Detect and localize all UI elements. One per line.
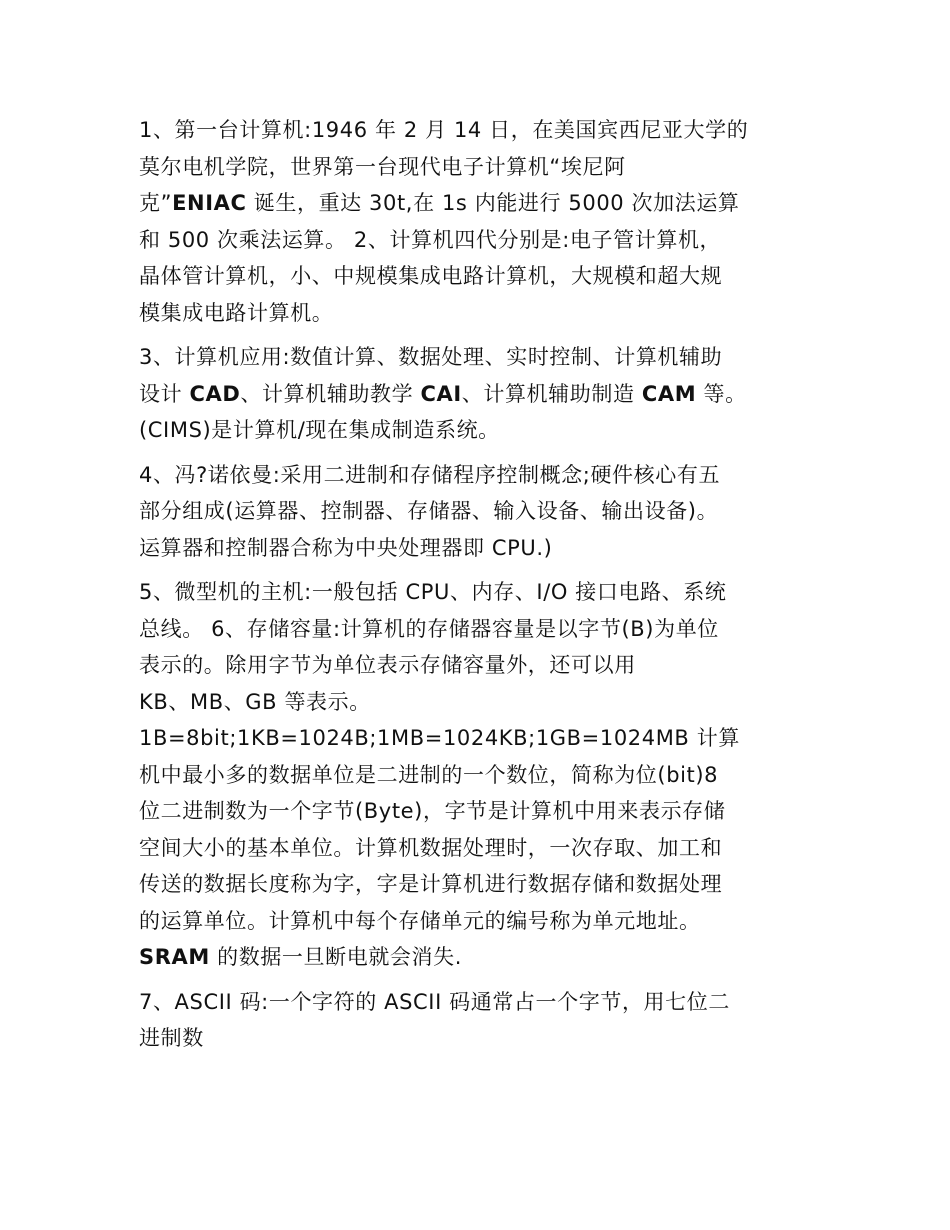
text-segment: 进制数	[139, 1026, 204, 1050]
text-segment: KB、MB、GB 等表示。	[139, 689, 371, 714]
text-segment: 和 500 次乘法运算。 2、计算机四代分别是:电子管计算机，	[139, 227, 722, 252]
bold-term: CAD	[189, 381, 241, 406]
text-line	[139, 457, 819, 494]
paragraph	[139, 984, 819, 1057]
text-segment: 3、计算机应用:数值计算、数据处理、实时控制、计算机辅助	[139, 345, 723, 369]
text-line	[139, 984, 819, 1021]
text-line	[139, 903, 819, 940]
text-segment: 莫尔电机学院，世界第一台现代电子计算机“埃尼阿	[139, 154, 626, 179]
text-line	[139, 1020, 819, 1057]
text-line	[139, 793, 819, 830]
paragraph	[139, 112, 819, 331]
text-line	[139, 866, 819, 903]
text-segment: 5、微型机的主机:一般包括 CPU、内存、I/O 接口电路、系统	[139, 580, 727, 604]
text-line	[139, 830, 819, 867]
text-line	[139, 222, 819, 259]
text-segment: 位二进制数为一个字节(Byte)，字节是计算机中用来表示存储	[139, 799, 726, 823]
text-segment: 的数据一旦断电就会消失.	[209, 945, 463, 969]
text-segment: 、计算机辅助教学	[240, 381, 421, 406]
text-line	[139, 647, 819, 684]
text-line	[139, 574, 819, 611]
text-segment: 运算器和控制器合称为中央处理器即 CPU.)	[139, 535, 553, 560]
text-line	[139, 720, 819, 757]
text-segment: 总线。 6、存储容量:计算机的存储器容量是以字节(B)为单位	[139, 616, 719, 641]
text-segment: 表示的。除用字节为单位表示存储容量外，还可以用	[139, 653, 636, 677]
text-segment: 等。	[696, 381, 747, 406]
text-line	[139, 412, 819, 449]
text-segment: 、计算机辅助制造	[461, 381, 642, 406]
text-segment: 设计	[139, 381, 190, 406]
text-line	[139, 757, 819, 794]
text-line	[139, 493, 819, 530]
text-line	[139, 376, 819, 413]
text-segment: 诞生，重达 30t,在 1s 内能进行 5000 次加法运算	[246, 191, 740, 215]
text-line	[139, 611, 819, 648]
text-line	[139, 112, 819, 149]
text-segment: (CIMS)是计算机/现在集成制造系统。	[139, 418, 500, 442]
text-segment: 空间大小的基本单位。计算机数据处理时，一次存取、加工和	[139, 835, 723, 860]
text-line	[139, 530, 819, 567]
text-segment: 7、ASCII 码:一个字符的 ASCII 码通常占一个字节，用七位二	[139, 989, 730, 1014]
text-line	[139, 258, 819, 295]
paragraph	[139, 339, 819, 449]
text-segment: 1、第一台计算机:1946 年 2 月 14 日，在美国宾西尼亚大学的	[139, 118, 749, 142]
paragraph	[139, 574, 819, 976]
text-line	[139, 185, 819, 222]
text-line	[139, 295, 819, 332]
text-segment: 部分组成(运算器、控制器、存储器、输入设备、输出设备)。	[139, 499, 719, 523]
bold-term: CAI	[420, 381, 462, 406]
bold-term: SRAM	[139, 945, 210, 969]
text-segment: 4、冯?诺依曼:采用二进制和存储程序控制概念;硬件核心有五	[139, 462, 721, 487]
bold-term: CAM	[641, 381, 697, 406]
text-line	[139, 339, 819, 376]
bold-term: ENIAC	[172, 191, 247, 215]
text-segment: 1B=8bit;1KB=1024B;1MB=1024KB;1GB=1024MB 计算	[139, 726, 740, 750]
document-body	[139, 112, 819, 1065]
text-segment: 机中最小多的数据单位是二进制的一个数位，简称为位(bit)8	[139, 762, 719, 787]
text-segment: 模集成电路计算机。	[139, 300, 334, 325]
text-segment: 克”	[139, 191, 173, 215]
text-segment: 传送的数据长度称为字，字是计算机进行数据存储和数据处理	[139, 872, 723, 896]
text-segment: 晶体管计算机，小、中规模集成电路计算机，大规模和超大规	[139, 264, 723, 288]
paragraph	[139, 457, 819, 567]
text-line	[139, 149, 819, 186]
text-segment: 的运算单位。计算机中每个存储单元的编号称为单元地址。	[139, 908, 701, 933]
text-line	[139, 939, 819, 976]
text-line	[139, 684, 819, 721]
